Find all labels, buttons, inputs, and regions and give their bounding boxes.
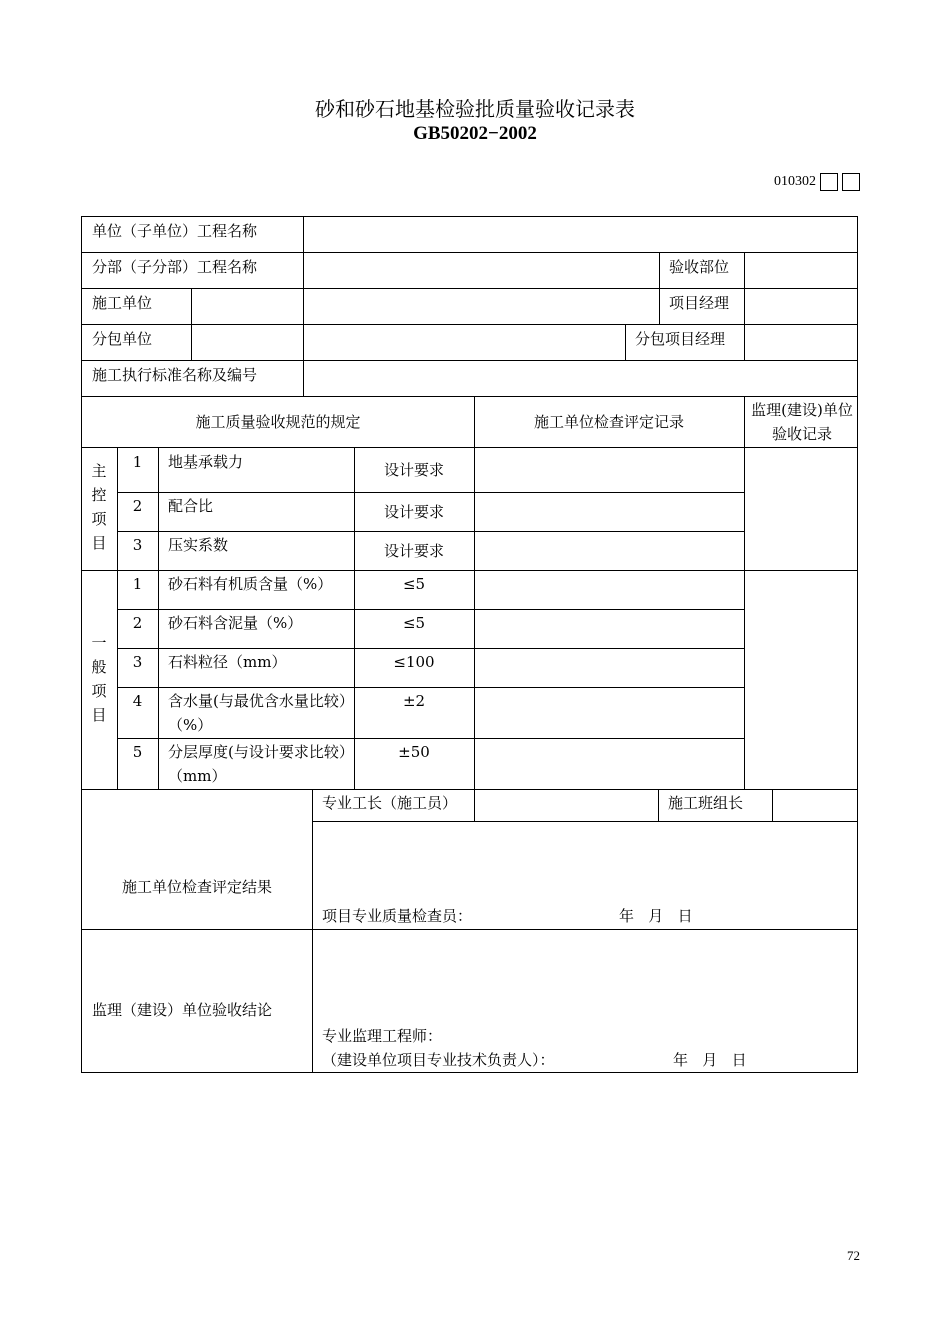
main-item-name: 配合比 (168, 497, 214, 515)
general-item-name: 砂石料含泥量（%） (168, 614, 303, 632)
date-2: 年 月 日 (673, 1051, 747, 1069)
general-item-name: 含水量(与最优含水量比较）（%） (168, 692, 354, 734)
team-leader-label: 施工班组长 (668, 794, 744, 812)
subcontract-manager-label: 分包项目经理 (635, 330, 726, 348)
acceptance-part-label: 验收部位 (669, 258, 730, 276)
page-title: 砂和砂石地基检验批质量验收记录表 (315, 97, 635, 121)
general-item-req: ±50 (398, 743, 430, 761)
general-items-group-label: 一般项目 (91, 634, 107, 724)
date-1: 年 月 日 (619, 907, 693, 925)
general-item-req: ≤5 (402, 614, 426, 632)
owner-tech-lead-label: （建设单位项目专业技术负责人）： (322, 1051, 555, 1069)
general-item-no: 4 (132, 692, 143, 710)
standard-code: GB50202−2002 (413, 123, 537, 144)
supervision-column-header: 监理(建设)单位验收记录 (751, 401, 853, 443)
construction-unit-label: 施工单位 (92, 294, 153, 312)
main-item-no: 3 (132, 536, 143, 554)
page-number: 72 (847, 1248, 860, 1263)
project-manager-label: 项目经理 (669, 294, 730, 312)
supervising-engineer-label: 专业监理工程师： (322, 1027, 443, 1045)
general-item-req: ≤5 (402, 575, 426, 593)
form-code-box-2[interactable] (842, 173, 860, 191)
construction-result-label: 施工单位检查评定结果 (121, 878, 272, 896)
main-item-name: 地基承载力 (168, 453, 244, 471)
supervision-conclusion-label: 监理（建设）单位验收结论 (92, 1001, 273, 1019)
foreman-label: 专业工长（施工员） (322, 794, 458, 812)
sub-project-name-label: 分部（子分部）工程名称 (92, 258, 258, 276)
general-item-name: 分层厚度(与设计要求比较）（mm） (168, 743, 354, 785)
form-code (774, 172, 860, 192)
main-item-no: 2 (132, 497, 143, 515)
general-item-name: 砂石料有机质含量（%） (168, 575, 333, 593)
main-items-group-label: 主控项目 (91, 462, 107, 552)
execution-standard-label: 施工执行标准名称及编号 (92, 366, 258, 384)
general-item-no: 5 (132, 743, 143, 761)
quality-inspector-label: 项目专业质量检查员： (322, 907, 473, 925)
main-item-no: 1 (132, 453, 143, 471)
unit-project-name-label: 单位（子单位）工程名称 (92, 222, 258, 240)
general-item-req: ±2 (402, 692, 426, 710)
general-item-req: ≤100 (393, 653, 435, 671)
main-item-req: 设计要求 (383, 542, 444, 560)
main-item-req: 设计要求 (383, 503, 444, 521)
form-code-box-1[interactable] (820, 173, 838, 191)
main-item-req: 设计要求 (383, 461, 444, 479)
general-item-no: 3 (132, 653, 143, 671)
record-column-header: 施工单位检查评定记录 (533, 413, 684, 431)
general-item-no: 2 (132, 614, 143, 632)
main-item-name: 压实系数 (168, 536, 229, 554)
general-item-no: 1 (132, 575, 143, 593)
subcontract-unit-label: 分包单位 (92, 330, 153, 348)
general-item-name: 石料粒径（mm） (168, 653, 287, 671)
acceptance-table (81, 216, 858, 1073)
spec-column-header: 施工质量验收规范的规定 (195, 413, 361, 431)
form-code-text: 010302 (774, 174, 816, 189)
